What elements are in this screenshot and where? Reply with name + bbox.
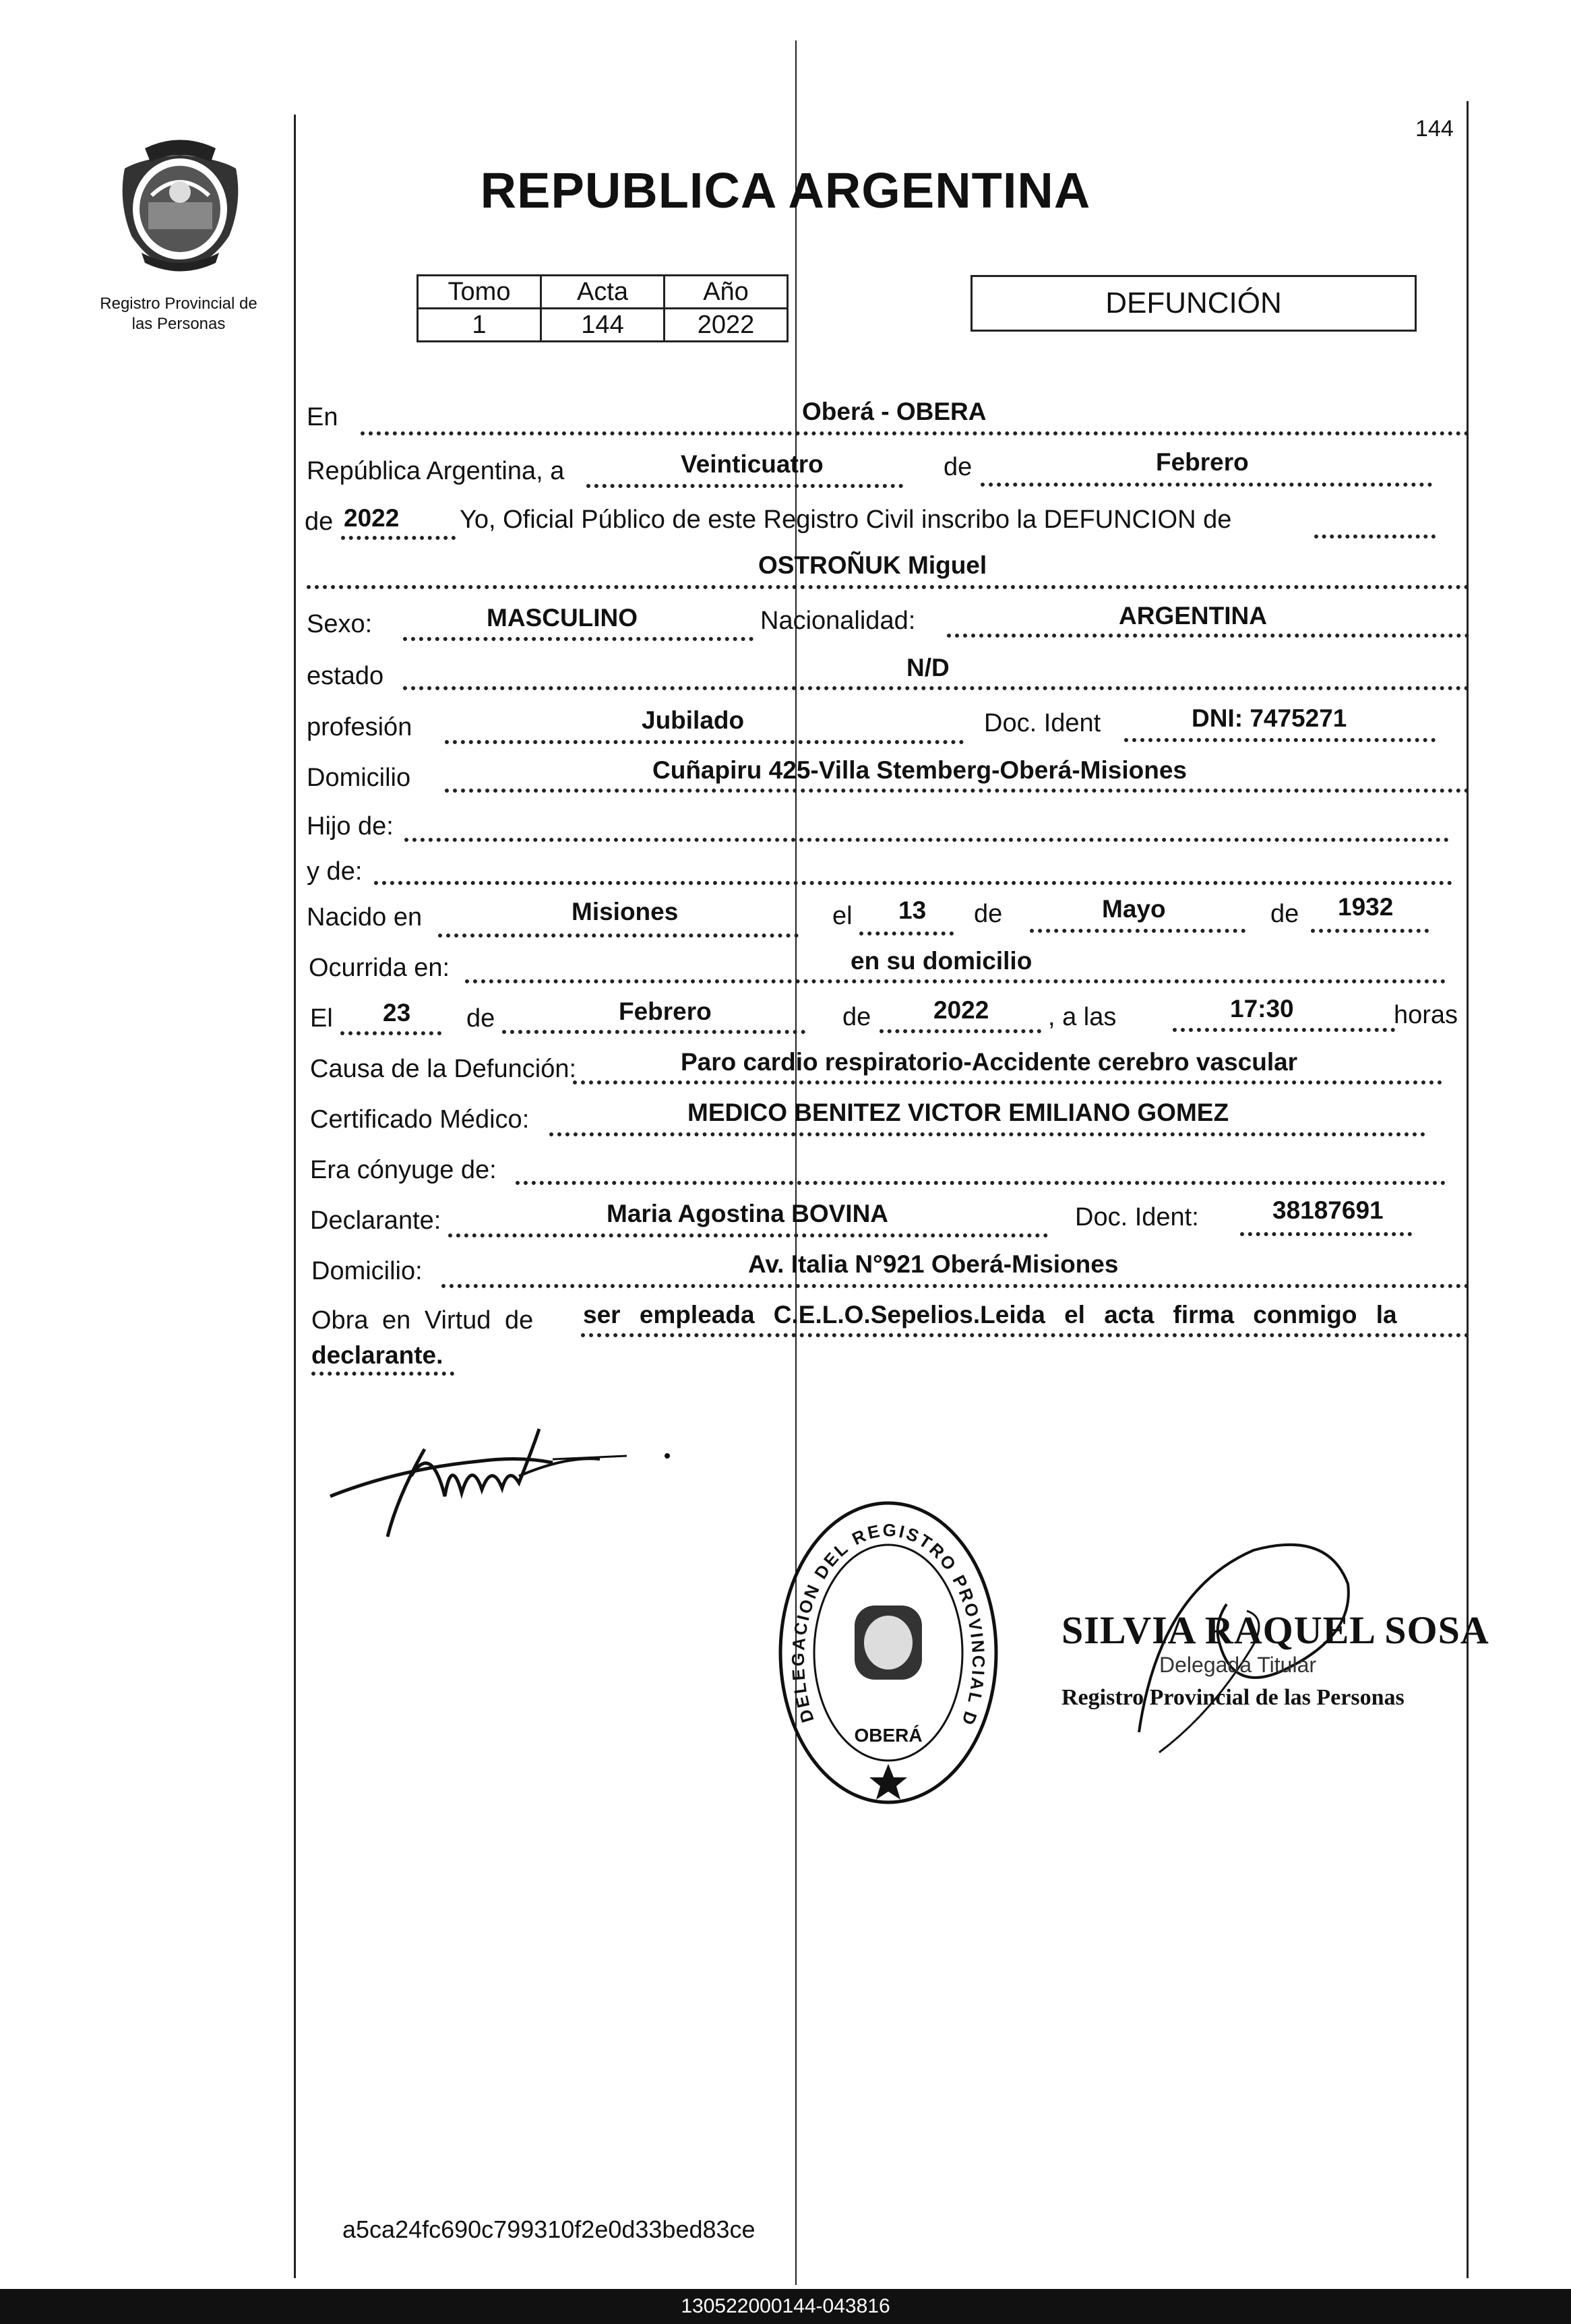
dots-mes <box>981 483 1432 487</box>
value-def-dia: 23 <box>383 999 411 1027</box>
label-de-nac-anio: de <box>1270 900 1299 928</box>
value-anio: 2022 <box>344 504 400 532</box>
right-margin-rule <box>1467 101 1469 2278</box>
dots-y-de <box>374 881 1452 885</box>
dots-sexo <box>403 637 753 641</box>
dots-hora <box>1173 1028 1395 1032</box>
dots-nacionalidad <box>947 634 1469 638</box>
value-nac-anio: 1932 <box>1338 893 1394 921</box>
label-en: En <box>307 403 338 431</box>
book-value-tomo: 1 <box>418 309 541 342</box>
registry-caption-line1: Registro Provincial de <box>100 295 257 313</box>
book-table-value-row <box>418 309 788 342</box>
dots-profesion <box>445 740 964 744</box>
value-profesion: Jubilado <box>642 706 745 734</box>
official-stamp-icon <box>774 1498 1003 1808</box>
dots-nac-dia <box>859 931 954 936</box>
dots-obra-1 <box>581 1333 1469 1337</box>
value-domicilio: Cuñapiru 425-Villa Stemberg-Oberá-Misiones <box>652 756 1187 784</box>
label-profesion: profesión <box>307 713 412 741</box>
label-hijo-de: Hijo de: <box>307 812 394 840</box>
label-de-mes: de <box>944 453 973 481</box>
label-doc-ident-declarante: Doc. Ident: <box>1075 1203 1199 1231</box>
dots-conyuge <box>516 1181 1446 1185</box>
dots-fallecido <box>307 585 1469 589</box>
value-ocurrida-en: en su domicilio <box>851 947 1033 975</box>
book-value-acta: 144 <box>541 309 665 342</box>
label-nacionalidad: Nacionalidad: <box>760 607 916 635</box>
label-estado: estado <box>307 662 384 690</box>
label-de-def-anio: de <box>842 1003 871 1031</box>
value-nac-mes: Mayo <box>1102 895 1166 923</box>
label-de-anio: de <box>305 508 334 536</box>
dots-domicilio <box>445 789 1469 793</box>
book-header-acta: Acta <box>541 276 665 309</box>
dots-declarante <box>448 1233 1048 1237</box>
registry-caption <box>78 294 280 334</box>
act-type-box: DEFUNCIÓN <box>971 275 1417 332</box>
label-doc-ident: Doc. Ident <box>984 709 1101 737</box>
label-horas: horas <box>1394 1001 1458 1029</box>
label-certificado: Certificado Médico: <box>310 1105 530 1134</box>
value-def-anio: 2022 <box>933 996 989 1024</box>
dots-def-anio <box>880 1029 1041 1033</box>
label-yo-oficial: Yo, Oficial Público de este Registro Civil inscribo la DEFUNCION de <box>460 506 1232 534</box>
value-hora: 17:30 <box>1230 995 1294 1022</box>
label-el-def: El <box>310 1004 333 1033</box>
center-fold-rule <box>795 40 797 2285</box>
value-doc: DNI: 7475271 <box>1192 704 1347 732</box>
label-a-las: , a las <box>1048 1003 1117 1031</box>
dots-nac-mes <box>1030 929 1245 933</box>
registry-caption-line2: las Personas <box>131 315 226 333</box>
value-causa: Paro cardio respiratorio-Accidente cerebro vascular <box>681 1048 1298 1076</box>
book-reference-table <box>417 274 789 342</box>
dots-obra-2 <box>311 1372 454 1376</box>
value-declarante-doc: 38187691 <box>1272 1196 1384 1224</box>
book-table-header-row <box>418 276 788 309</box>
book-value-anio: 2022 <box>665 309 788 342</box>
label-causa: Causa de la Defunción: <box>310 1055 577 1083</box>
signatory-role: Delegada Titular <box>1159 1653 1317 1677</box>
label-domicilio: Domicilio <box>307 764 411 792</box>
dots-def-mes <box>502 1030 805 1034</box>
svg-text:DELEGACION DEL REGISTRO PROVIN: DELEGACION DEL REGISTRO PROVINCIAL D <box>787 1519 989 1730</box>
label-republica: República Argentina, a <box>307 457 565 485</box>
signatory-name: SILVIA RAQUEL SOSA <box>1061 1608 1489 1652</box>
label-declarante: Declarante: <box>310 1206 441 1235</box>
dots-certificado <box>549 1132 1425 1136</box>
value-fallecido: OSTROÑUK Miguel <box>758 551 987 579</box>
label-de-nac-mes: de <box>974 900 1003 928</box>
dots-hijo-de <box>404 838 1449 842</box>
dots-domicilio-declarante <box>441 1284 1469 1288</box>
value-lugar: Oberá - OBERA <box>802 398 987 425</box>
value-obra-line1: ser empleada C.E.L.O.Sepelios.Leida el acta firma conmigo la <box>583 1301 1397 1328</box>
book-header-anio: Año <box>665 276 788 309</box>
value-estado: N/D <box>906 654 950 681</box>
label-y-de: y de: <box>307 857 363 886</box>
dots-en <box>361 431 1469 435</box>
value-sexo: MASCULINO <box>487 604 638 632</box>
dots-defuncion-de <box>1314 534 1436 539</box>
label-sexo: Sexo: <box>307 610 373 638</box>
footer-code: 130522000144-043816 <box>681 2295 890 2317</box>
dots-doc <box>1124 738 1436 742</box>
signatory-office: Registro Provincial de las Personas <box>1061 1685 1405 1710</box>
value-def-mes: Febrero <box>619 998 712 1025</box>
book-header-tomo: Tomo <box>418 276 541 309</box>
value-nacionalidad: ARGENTINA <box>1119 602 1267 630</box>
document-hash: a5ca24fc690c799310f2e0d33bed83ce <box>342 2215 756 2243</box>
value-domicilio-declarante: Av. Italia N°921 Oberá-Misiones <box>748 1250 1119 1278</box>
dots-def-dia <box>340 1031 441 1035</box>
label-ocurrida-en: Ocurrida en: <box>309 954 450 982</box>
label-conyuge: Era cónyuge de: <box>310 1156 497 1184</box>
left-margin-rule <box>294 115 296 2278</box>
dots-dia <box>586 484 903 488</box>
dots-causa <box>573 1080 1442 1084</box>
value-nac-dia: 13 <box>898 896 927 924</box>
label-nacido-en: Nacido en <box>307 903 423 931</box>
dots-nacido-en <box>438 934 799 938</box>
svg-text:OBERÁ: OBERÁ <box>854 1725 923 1746</box>
value-obra-line2: declarante. <box>311 1341 443 1369</box>
value-mes: Febrero <box>1156 448 1249 476</box>
dots-declarante-doc <box>1240 1232 1412 1236</box>
declarant-signature-icon <box>317 1402 694 1557</box>
page-title: REPUBLICA ARGENTINA <box>480 162 1091 218</box>
official-stamp <box>774 1498 1003 1808</box>
label-domicilio-declarante: Domicilio: <box>311 1257 423 1285</box>
label-el: el <box>832 902 853 930</box>
label-de-def-mes: de <box>466 1004 495 1033</box>
value-nacido-en: Misiones <box>572 898 679 925</box>
value-certificado: MEDICO BENITEZ VICTOR EMILIANO GOMEZ <box>687 1099 1229 1126</box>
value-declarante: Maria Agostina BOVINA <box>607 1200 889 1227</box>
dots-nac-anio <box>1311 929 1429 933</box>
label-obra-en-virtud: Obra en Virtud de <box>311 1306 534 1335</box>
dots-estado <box>403 686 1469 690</box>
value-dia-letras: Veinticuatro <box>681 450 824 478</box>
dots-anio <box>341 536 456 540</box>
dots-ocurrida-en <box>465 979 1446 983</box>
declarant-signature <box>317 1402 694 1557</box>
page-number: 144 <box>1415 116 1454 142</box>
